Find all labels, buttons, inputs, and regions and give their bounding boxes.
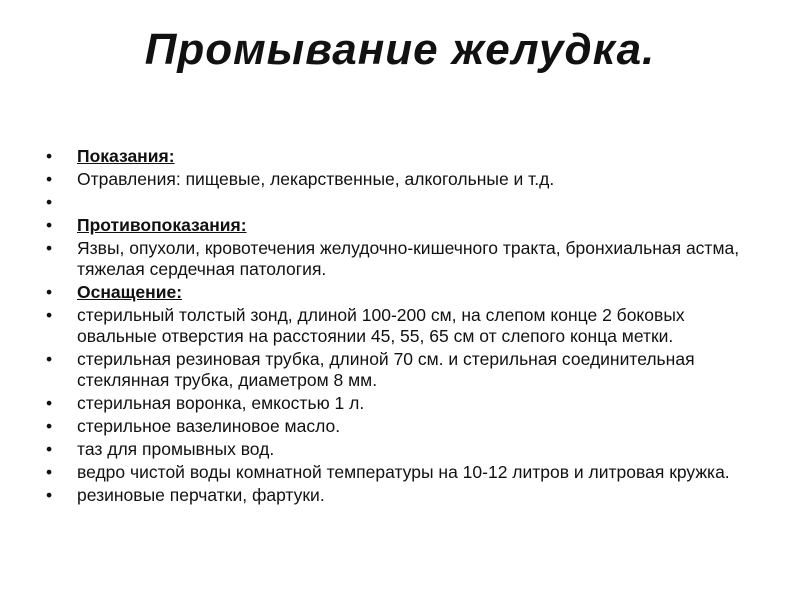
bullet-icon: •	[46, 416, 53, 436]
list-item-text: Отравления: пищевые, лекарственные, алкогольные и т.д.	[77, 169, 555, 189]
bullet-icon: •	[46, 462, 53, 482]
bullet-icon: •	[46, 169, 53, 189]
list-item-text: Оснащение:	[77, 282, 183, 302]
slide-title: Промывание желудка.	[144, 25, 656, 74]
list-item-text: стерильный толстый зонд, длиной 100-200 см, на слепом конце 2 боковых овальные отверстия на расстоянии 45, 55, 65 см от слепого конца метки.	[77, 305, 685, 346]
bullet-icon: •	[46, 192, 53, 212]
bullet-icon: •	[46, 485, 53, 505]
list-item	[46, 305, 766, 347]
list-item	[46, 169, 766, 190]
list-item	[46, 393, 766, 414]
list-item-text: Язвы, опухоли, кровотечения желудочно-кишечного тракта, бронхиальная астма, тяжелая сердечная патология.	[77, 238, 740, 279]
bullet-icon: •	[46, 282, 53, 302]
list-item	[46, 462, 766, 483]
list-item-text: Показания:	[77, 146, 175, 166]
list-item-text: стерильная воронка, емкостью 1 л.	[77, 393, 365, 413]
bullet-icon: •	[46, 146, 53, 166]
list-item	[46, 238, 766, 280]
list-item-text: стерильное вазелиновое масло.	[77, 416, 341, 436]
bullet-icon: •	[46, 349, 53, 369]
list-item-text: таз для промывных вод.	[77, 439, 275, 459]
list-item-empty	[46, 192, 766, 213]
bullet-icon: •	[46, 393, 53, 413]
list-item-text: Противопоказания:	[77, 215, 247, 235]
list-item-equipment-heading	[46, 282, 766, 303]
bullet-icon: •	[46, 439, 53, 459]
bullet-icon: •	[46, 305, 53, 325]
list-item-indications-heading	[46, 146, 766, 167]
bullet-icon: •	[46, 215, 53, 235]
list-item	[46, 349, 766, 391]
list-item	[46, 439, 766, 460]
list-item-text: стерильная резиновая трубка, длиной 70 см. и стерильная соединительная стеклянная трубка, диаметром 8 мм.	[77, 349, 695, 390]
list-item-text: резиновые перчатки, фартуки.	[77, 485, 325, 505]
bullet-list	[46, 146, 766, 508]
list-item	[46, 485, 766, 506]
list-item-contraindications-heading	[46, 215, 766, 236]
list-item	[46, 416, 766, 437]
list-item-text: ведро чистой воды комнатной температуры на 10-12 литров и литровая кружка.	[77, 462, 730, 482]
bullet-icon: •	[46, 238, 53, 258]
